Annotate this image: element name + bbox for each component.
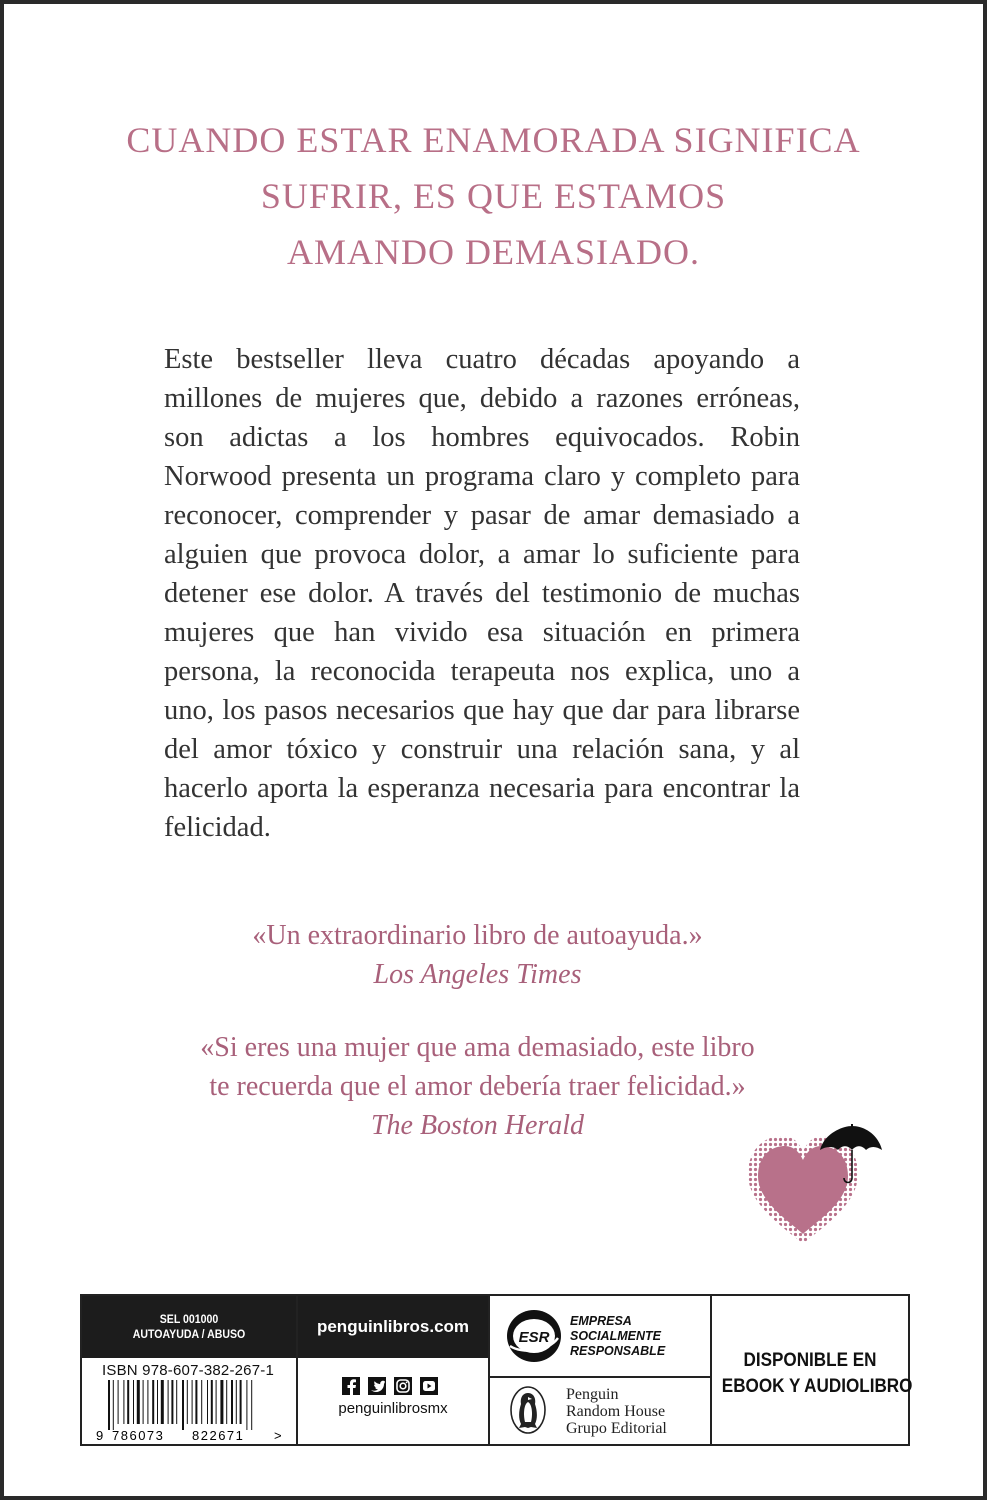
quote-1 — [4, 916, 951, 994]
barcode-bar — [201, 1380, 202, 1424]
publisher-name — [566, 1386, 667, 1437]
barcode-bar — [220, 1380, 223, 1424]
barcode-bar — [176, 1380, 177, 1424]
youtube-icon[interactable] — [420, 1377, 438, 1395]
quote-2-source: The Boston Herald — [370, 1110, 585, 1141]
esr-line-2: SOCIALMENTE — [570, 1329, 661, 1343]
web-cell — [298, 1296, 488, 1444]
website-link[interactable]: penguinlibros.com — [298, 1296, 488, 1358]
quote-1-text: «Un extraordinario libro de autoayuda.» — [252, 920, 703, 951]
barcode-bar — [171, 1380, 173, 1424]
esr-badge-text: ESR — [518, 1329, 550, 1346]
publisher-line-2: Random House — [566, 1403, 666, 1420]
barcode-bar — [251, 1380, 252, 1430]
penguin-logo-icon — [508, 1384, 548, 1436]
facebook-icon[interactable] — [342, 1377, 360, 1395]
barcode-bar — [123, 1380, 124, 1424]
barcode-bar — [195, 1380, 197, 1424]
barcode-bar — [118, 1380, 119, 1424]
barcode — [94, 1380, 290, 1442]
barcode-bar — [147, 1380, 148, 1424]
info-panel — [80, 1294, 913, 1446]
barcode-bar — [133, 1380, 134, 1424]
synopsis: Este bestseller lleva cuatro décadas apoyando a millones de mujeres que, debido a razones erróneas, son adictas a los hombres equivocados. Robin Norwood presenta un programa claro y completo para reconocer, comprender y pasar de amar demasiado a alguien que provoca dolor, a amar lo suficiente para detener ese dolor. A través del testimonio de muchas mujeres que han vivido esa situación en primera persona, la reconocida terapeuta nos explica, uno a uno, los pasos necesarios que hay que dar para librarse del amor tóxico y construir una relación sana, y al hacerlo aporta la esperanza necesaria para encontrar la felicidad. — [164, 344, 800, 843]
barcode-bar — [211, 1380, 213, 1424]
barcode-bar — [240, 1380, 242, 1424]
quote-2-text-line-1: «Si eres una mujer que ama demasiado, este libro — [200, 1032, 755, 1063]
isbn-cell — [82, 1296, 296, 1444]
barcode-bar — [192, 1380, 193, 1424]
barcode-bar — [216, 1380, 217, 1424]
barcode-bar — [236, 1380, 237, 1424]
barcode-bar — [113, 1380, 114, 1430]
category-name: AUTOAYUDA / ABUSO — [132, 1327, 246, 1341]
publisher-line-1: Penguin — [566, 1386, 619, 1403]
instagram-icon[interactable] — [394, 1377, 412, 1395]
barcode-bar — [182, 1380, 184, 1430]
barcode-bar — [207, 1380, 208, 1424]
barcode-bar — [161, 1380, 164, 1424]
barcode-bar — [226, 1380, 227, 1424]
barcode-bar — [143, 1380, 144, 1424]
heart-umbrella-illustration — [748, 1122, 888, 1248]
headline — [4, 112, 983, 280]
barcode-bar — [187, 1380, 188, 1424]
headline-line-3: AMANDO DEMASIADO. — [287, 232, 700, 272]
publisher-line-3: Grupo Editorial — [566, 1420, 667, 1437]
barcode-group-2: 822671 — [192, 1428, 245, 1442]
headline-line-1: CUANDO ESTAR ENAMORADA SIGNIFICA — [126, 120, 861, 160]
availability-line-2: EBOOK Y AUDIOLIBRO — [721, 1376, 913, 1397]
back-cover — [4, 4, 983, 1496]
publisher-cell — [490, 1296, 710, 1444]
divider — [490, 1376, 710, 1378]
barcode-group-1: 786073 — [112, 1428, 165, 1442]
barcode-bar — [108, 1380, 110, 1430]
barcode-end-marker: > — [274, 1428, 282, 1442]
category-code: SEL 001000 — [159, 1312, 219, 1326]
barcode-bar — [157, 1380, 158, 1424]
barcode-bar — [246, 1380, 247, 1430]
social-icons — [342, 1376, 452, 1396]
barcode-bar — [127, 1380, 129, 1424]
esr-line-3: RESPONSABLE — [570, 1344, 666, 1358]
barcode-bar — [168, 1380, 169, 1424]
esr-line-1: EMPRESA — [570, 1314, 632, 1328]
availability-cell — [712, 1296, 913, 1444]
availability-note — [712, 1348, 913, 1400]
barcode-first-digit: 9 — [96, 1428, 104, 1442]
barcode-bar — [231, 1380, 233, 1424]
barcode-bar — [152, 1380, 154, 1424]
quote-2-text-line-2: te recuerda que el amor debería traer felicidad.» — [209, 1071, 746, 1102]
category-box — [82, 1296, 296, 1358]
headline-line-2: SUFRIR, ES QUE ESTAMOS — [260, 176, 727, 216]
esr-label — [570, 1314, 665, 1359]
barcode-bar — [137, 1380, 140, 1424]
esr-logo-icon — [504, 1306, 564, 1366]
social-handle[interactable]: penguinlibrosmx — [338, 1400, 448, 1417]
twitter-icon[interactable] — [368, 1377, 386, 1395]
availability-line-1: DISPONIBLE EN — [743, 1350, 877, 1371]
isbn-number: ISBN 978-607-382-267-1 — [102, 1362, 275, 1379]
quote-1-source: Los Angeles Times — [373, 959, 582, 990]
